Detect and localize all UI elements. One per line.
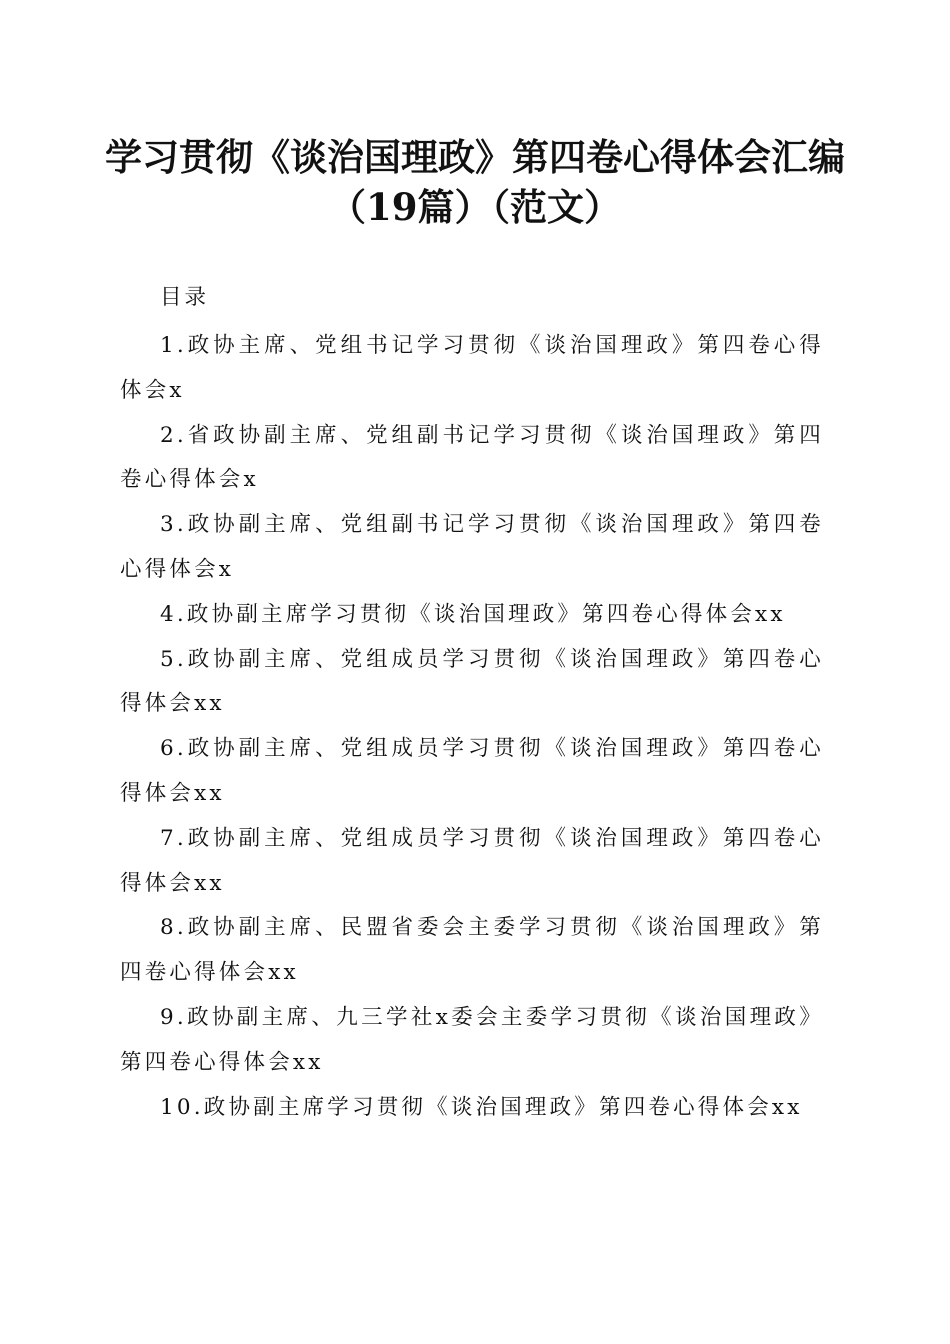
toc-item: 9.政协副主席、九三学社x委会主委学习贯彻《谈治国理政》第四卷心得体会xx (120, 1004, 824, 1075)
toc-item: 4.政协副主席学习贯彻《谈治国理政》第四卷心得体会xx (160, 601, 786, 627)
toc-item: 5.政协副主席、党组成员学习贯彻《谈治国理政》第四卷心得体会xx (120, 646, 824, 717)
toc-list (120, 324, 824, 1130)
toc-item: 6.政协副主席、党组成员学习贯彻《谈治国理政》第四卷心得体会xx (120, 736, 824, 806)
toc-item: 7.政协副主席、党组成员学习贯彻《谈治国理政》第四卷心得体会xx (120, 825, 824, 896)
toc-item: 2.省政协副主席、党组副书记学习贯彻《谈治国理政》第四卷心得体会x (120, 422, 824, 493)
toc-item: 10.政协副主席学习贯彻《谈治国理政》第四卷心得体会xx (160, 1094, 803, 1120)
table-of-contents (120, 280, 824, 1130)
document-title-line-1: 学习贯彻《谈治国理政》第四卷心得体会汇编 (105, 135, 845, 179)
toc-item: 8.政协副主席、民盟省委会主委学习贯彻《谈治国理政》第四卷心得体会xx (120, 915, 824, 986)
document-title (100, 132, 850, 232)
toc-item: 3.政协副主席、党组副书记学习贯彻《谈治国理政》第四卷心得体会x (120, 512, 824, 582)
toc-item: 1.政协主席、党组书记学习贯彻《谈治国理政》第四卷心得体会x (120, 333, 824, 403)
toc-heading: 目录 (160, 285, 210, 310)
document-title-line-2: （19篇）（范文） (329, 185, 621, 229)
